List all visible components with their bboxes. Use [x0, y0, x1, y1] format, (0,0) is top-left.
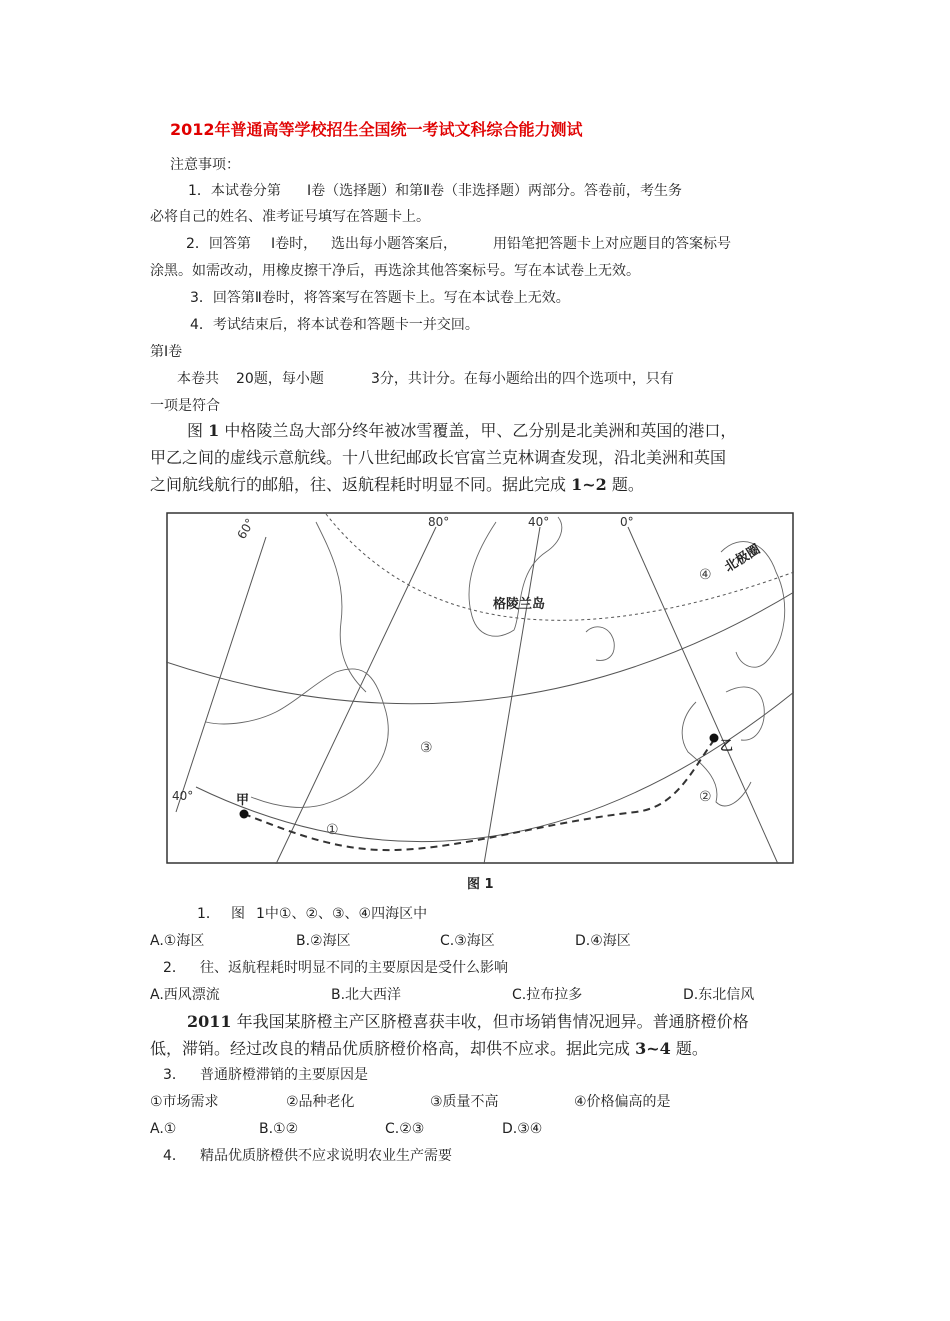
q1-option-c: C.③海区: [440, 933, 495, 949]
q1-option-d: D.④海区: [575, 933, 631, 949]
q3-option-d: D.③④: [502, 1121, 543, 1137]
passage1-line3: 之间航线航行的邮船，往、返航程耗时明显不同。据此完成 1~2 题。: [150, 475, 644, 494]
north-atlantic-map: [166, 512, 794, 864]
notice-2e: 涂黑。如需改动，用橡皮擦干净后，再选涂其他答案标号。写在本试卷上无效。: [150, 263, 640, 279]
lat-label-40: 40°: [172, 789, 194, 803]
map-figure: [166, 512, 794, 864]
section-note-2: 一项是符合: [150, 398, 220, 414]
q3-option-b: B.①②: [259, 1121, 299, 1137]
notice-2b: Ⅰ卷时，: [271, 236, 318, 252]
arctic-circle-label: 北极圈: [722, 541, 764, 576]
section-note-c: 3分，共计分。在每小题给出的四个选项中，只有: [371, 371, 674, 387]
q2-option-d: D.东北信风: [683, 987, 755, 1003]
sea-marker-3: ③: [420, 740, 433, 756]
passage1-line1: 图 1 中格陵兰岛大部分终年被冰雪覆盖，甲、乙分别是北美洲和英国的港口，: [187, 421, 737, 440]
q3-text: 普通脐橙滞销的主要原因是: [200, 1067, 368, 1083]
section-note-a: 本卷共: [177, 371, 219, 387]
port-a-label: 甲: [236, 793, 250, 808]
notice-2c: 选出每小题答案后，: [331, 236, 457, 252]
figure-caption: 图 1: [467, 877, 494, 892]
section-note-b: 20题，每小题: [236, 371, 324, 387]
section-heading: 第Ⅰ卷: [150, 344, 183, 360]
passage1-line2: 甲乙之间的虚线示意航线。十八世纪邮政长官富兰克林调查发现，沿北美洲和英国: [150, 448, 727, 467]
q3-option-c: C.②③: [385, 1121, 425, 1137]
sea-marker-2: ②: [699, 789, 712, 805]
q2-option-b: B.北大西洋: [331, 987, 402, 1003]
sea-marker-1: ①: [326, 822, 339, 838]
q3-sub-4: ④价格偏高的是: [574, 1094, 671, 1110]
q2-num: 2．: [163, 960, 186, 976]
notice-heading: 注意事项：: [170, 157, 240, 173]
notice-1a: 1．本试卷分第: [188, 183, 281, 199]
notice-1b: Ⅰ卷（选择题）和第Ⅱ卷（非选择题）两部分。答卷前，考生务: [307, 183, 683, 199]
q3-num: 3．: [163, 1067, 186, 1083]
greenland-label: 格陵兰岛: [493, 597, 546, 612]
q4-text: 精品优质脐橙供不应求说明农业生产需要: [200, 1148, 452, 1164]
notice-2a: 2．回答第: [186, 236, 251, 252]
lon-label-80: 80°: [428, 515, 450, 529]
notice-2d: 用铅笔把答题卡上对应题目的答案标号: [493, 236, 731, 252]
notice-4: 4．考试结束后，将本试卷和答题卡一并交回。: [190, 317, 479, 333]
q3-sub-1: ①市场需求: [150, 1094, 219, 1110]
q3-sub-3: ③质量不高: [430, 1094, 499, 1110]
passage2-line1: 2011 年我国某脐橙主产区脐橙喜获丰收，但市场销售情况迥异。普通脐橙价格: [187, 1012, 749, 1031]
page-title: 2012年普通高等学校招生全国统一考试文科综合能力测试: [170, 120, 583, 139]
q4-num: 4．: [163, 1148, 186, 1164]
q1-option-a: A.①海区: [150, 933, 205, 949]
q3-option-a: A.①: [150, 1121, 177, 1137]
lon-label-60: 60°: [234, 516, 258, 542]
q2-text: 往、返航程耗时明显不同的主要原因是受什么影响: [200, 960, 508, 976]
lon-label-0: 0°: [620, 515, 634, 529]
q1-text: 1中①、②、③、④四海区中: [256, 906, 428, 922]
port-b-dot: [710, 734, 719, 743]
q3-sub-2: ②品种老化: [286, 1094, 355, 1110]
q2-option-a: A.西风漂流: [150, 987, 220, 1003]
q1-num: 1．: [197, 906, 220, 922]
port-b-label: 乙: [720, 739, 734, 754]
notice-1c: 必将自己的姓名、准考证号填写在答题卡上。: [150, 209, 430, 225]
sea-marker-4: ④: [699, 567, 712, 583]
q1-fig: 图: [231, 906, 245, 922]
q1-option-b: B.②海区: [296, 933, 351, 949]
lon-label-40: 40°: [528, 515, 550, 529]
q2-option-c: C.拉布拉多: [512, 987, 583, 1003]
notice-3: 3．回答第Ⅱ卷时，将答案写在答题卡上。写在本试卷上无效。: [190, 290, 570, 306]
port-a-dot: [240, 810, 249, 819]
passage2-line2: 低，滞销。经过改良的精品优质脐橙价格高，却供不应求。据此完成 3~4 题。: [150, 1039, 708, 1058]
